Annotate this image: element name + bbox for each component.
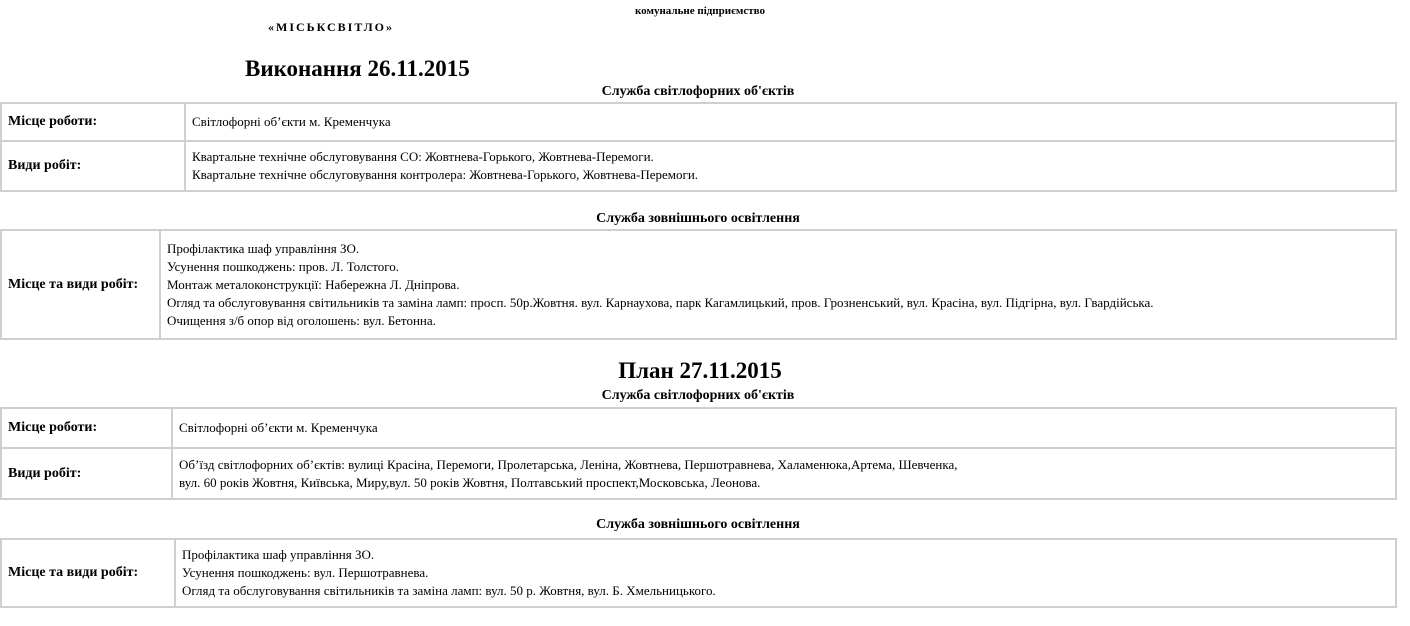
done-lighting-table — [0, 229, 1397, 340]
work-item: Огляд та обслуговування світильників та заміна ламп: просп. 50р.Жовтня. вул. Карнаухова, парк Кагамлицький, пров. Грозненський, вул. Красіна, вул. Підгірна, вул. Гвардійська. — [167, 294, 1154, 310]
work-item: Огляд та обслуговування світильників та заміна ламп: вул. 50 р. Жовтня, вул. Б. Хмельницького. — [182, 583, 716, 598]
place-works-label: Місце та види робіт: — [1, 539, 175, 607]
work-item: вул. 60 років Жовтня, Київська, Миру,вул. 50 років Жовтня, Полтавський проспект,Московська, Леонова. — [179, 474, 761, 490]
place-label: Місце роботи: — [1, 103, 185, 141]
org-type: комунальне підприємство — [634, 5, 766, 17]
done-traffic-table — [0, 102, 1397, 192]
work-item: Очищення з/б опор від оголошень: вул. Бетонна. — [167, 312, 436, 328]
work-item: Профілактика шаф управління ЗО. — [167, 240, 360, 256]
works-value — [175, 539, 1396, 607]
place-label: Місце роботи: — [1, 408, 172, 448]
org-name: «МІСЬКСВІТЛО» — [268, 20, 395, 34]
work-item: Квартальне технічне обслуговування СО: Жовтнева-Горького, Жовтнева-Перемоги. — [192, 149, 654, 164]
plan-traffic-service: Служба світлофорних об'єктів — [601, 388, 795, 403]
plan-title: План 27.11.2015 — [618, 358, 782, 383]
work-item: Квартальне технічне обслуговування контролера: Жовтнева-Горького, Жовтнева-Перемоги. — [192, 167, 699, 182]
done-lighting-service: Служба зовнішнього освітлення — [596, 211, 800, 226]
works-value — [172, 448, 1396, 499]
work-item: Об’їзд світлофорних об’єктів: вулиці Красіна, Перемоги, Пролетарська, Леніна, Жовтнева, Першотравнева, Халаменюка,Артема, Шевченка, — [179, 456, 958, 472]
place-value: Світлофорні об’єкти м. Кременчука — [185, 103, 1396, 141]
plan-lighting-service: Служба зовнішнього освітлення — [596, 517, 800, 532]
done-traffic-service: Служба світлофорних об'єктів — [601, 84, 795, 99]
works-value — [185, 141, 1396, 191]
works-value — [160, 230, 1396, 339]
works-label: Види робіт: — [1, 448, 172, 499]
plan-traffic-table — [0, 407, 1397, 500]
works-label: Види робіт: — [1, 141, 185, 191]
place-value: Світлофорні об’єкти м. Кременчука — [172, 408, 1396, 448]
work-item: Профілактика шаф управління ЗО. — [182, 547, 375, 562]
place-works-label: Місце та види робіт: — [1, 230, 160, 339]
work-item: Монтаж металоконструкції: Набережна Л. Дніпрова. — [167, 276, 460, 292]
done-title: Виконання 26.11.2015 — [245, 56, 470, 81]
work-item: Усунення пошкоджень: вул. Першотравнева. — [182, 565, 429, 580]
plan-lighting-table — [0, 538, 1397, 608]
work-item: Усунення пошкоджень: пров. Л. Толстого. — [167, 258, 400, 274]
